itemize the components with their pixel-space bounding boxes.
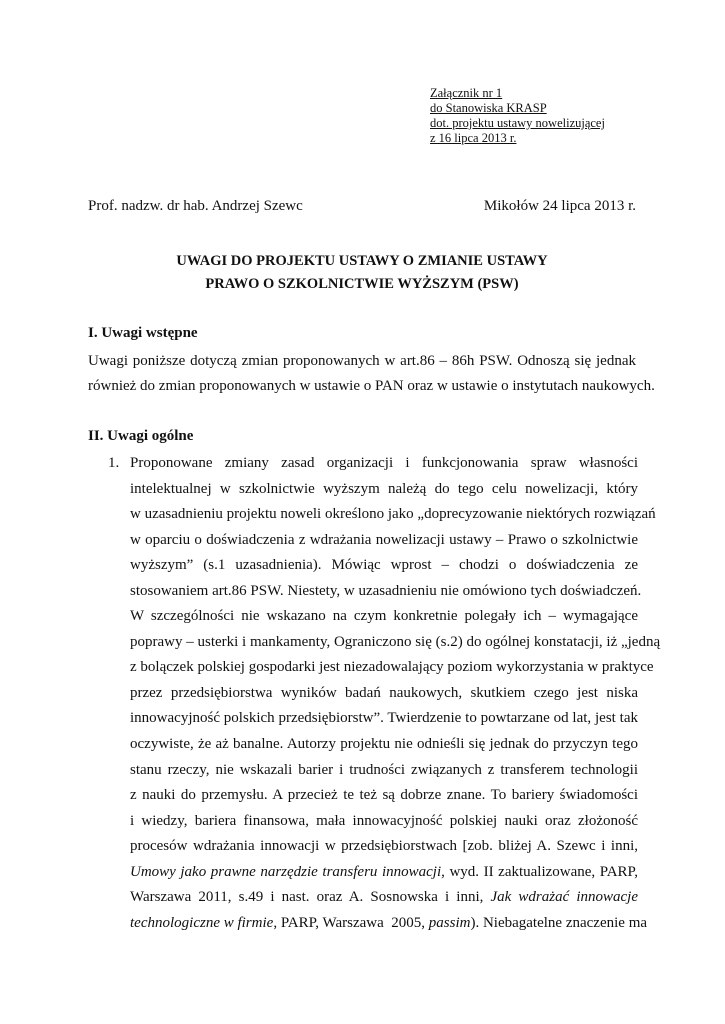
- paragraph-line: Proponowane zmiany zasad organizacji i funkcjonowania spraw własności: [130, 455, 638, 471]
- paragraph-line: wyższym” (s.1 uzasadnienia). Mówiąc wprost – chodzi o doświadczenia ze: [130, 557, 638, 574]
- section-1-body: [88, 349, 655, 399]
- annex-line-3: dot. projektu ustawy nowelizującej: [430, 116, 605, 130]
- paragraph-line: z nauki do przemysłu. A przecież te też są dobrze znane. To bariery świadomości: [130, 787, 638, 804]
- document-title: [88, 250, 636, 296]
- citation-title-2a: Jak wdrażać innowacje: [490, 889, 638, 906]
- section-1-line-2: również do zmian proponowanych w ustawie o PAN oraz w ustawie o instytutach naukowych.: [88, 378, 655, 394]
- item-body: [130, 451, 661, 936]
- annex-line-1: Załącznik nr 1: [430, 86, 503, 100]
- annex-line-2: do Stanowiska KRASP: [430, 101, 547, 115]
- paragraph-line-17: [130, 860, 638, 886]
- paragraph-line: innowacyjność polskich przedsiębiorstw”. Twierdzenie to powtarzane od lat, jest tak: [130, 710, 638, 727]
- paragraph-line: i wiedzy, bariera finansowa, mała innowacyjność polskiej nauki oraz złożoność: [130, 812, 638, 829]
- annex-line-4: z 16 lipca 2013 r.: [430, 131, 517, 145]
- paragraph-line: procesów wdrażania innowacji w przedsiębiorstwach [zob. bliżej A. Szewc i inni,: [130, 838, 638, 855]
- paragraph-line: W szczególności nie wskazano na czym konkretnie polegały ich – wymagające: [130, 608, 638, 625]
- paragraph-line: poprawy – usterki i mankamenty, Ograniczono się (s.2) do ogólnej konstatacji, iż „jedną: [130, 633, 661, 650]
- citation-title-1: Umowy jako prawne narzędzie transferu innowacji: [130, 863, 442, 880]
- item-number: 1.: [108, 455, 120, 471]
- paragraph-line-19: [130, 911, 648, 937]
- section-2-heading: II. Uwagi ogólne: [88, 428, 194, 444]
- citation-text-2: Warszawa 2011, s.49 i nast. oraz A. Sosnowska i inni,: [130, 889, 491, 906]
- place-date: Mikołów 24 lipca 2013 r.: [483, 198, 636, 214]
- paragraph-line: stanu rzeczy, nie wskazali barier i trudności związanych z transferem technologii: [130, 761, 638, 778]
- annex-note: [430, 86, 605, 146]
- citation-mid: , PARP, Warszawa 2005,: [273, 914, 429, 931]
- paragraph-line: w uzasadnieniu projektu noweli określono jako „doprecyzowanie niektórych rozwiązań: [130, 506, 656, 523]
- paragraph-line: z bolączek polskiej gospodarki jest niezadowalający poziom wykorzystania w praktyce: [130, 659, 654, 676]
- author-name: Prof. nadzw. dr hab. Andrzej Szewc: [88, 198, 303, 214]
- section-1-line-1: Uwagi poniższe dotyczą zmian proponowanych w art.86 – 86h PSW. Odnoszą się jednak: [88, 353, 636, 369]
- paragraph-line-18: [130, 885, 638, 911]
- title-line-2: PRAWO O SZKOLNICTWIE WYŻSZYM (PSW): [205, 276, 519, 292]
- title-line-1: UWAGI DO PROJEKTU USTAWY O ZMIANIE USTAWY: [176, 253, 548, 269]
- citation-title-2b: technologiczne w firmie: [130, 914, 274, 931]
- letter-header: [88, 198, 636, 215]
- paragraph-line: przez przedsiębiorstwa wyników badań naukowych, skutkiem czego jest niska: [130, 684, 638, 701]
- paragraph-line: oczywiste, że aż banalne. Autorzy projektu nie odnieśli się jednak do przyczyn tego: [130, 736, 638, 753]
- section-1-heading: I. Uwagi wstępne: [88, 325, 198, 341]
- paragraph-continuation: ). Niebagatelne znaczenie ma: [470, 914, 648, 931]
- paragraph-line: stosowaniem art.86 PSW. Niestety, w uzasadnieniu nie omówiono tych doświadczeń.: [130, 582, 642, 599]
- paragraph-line: intelektualnej w szkolnictwie wyższym należą do tego celu nowelizacji, który: [130, 480, 638, 497]
- citation-passim: passim: [428, 914, 471, 931]
- paragraph-line: w oparciu o doświadczenia z wdrażania nowelizacji ustawy – Prawo o szkolnictwie: [130, 531, 638, 548]
- citation-rest-1: , wyd. II zaktualizowane, PARP,: [441, 863, 638, 880]
